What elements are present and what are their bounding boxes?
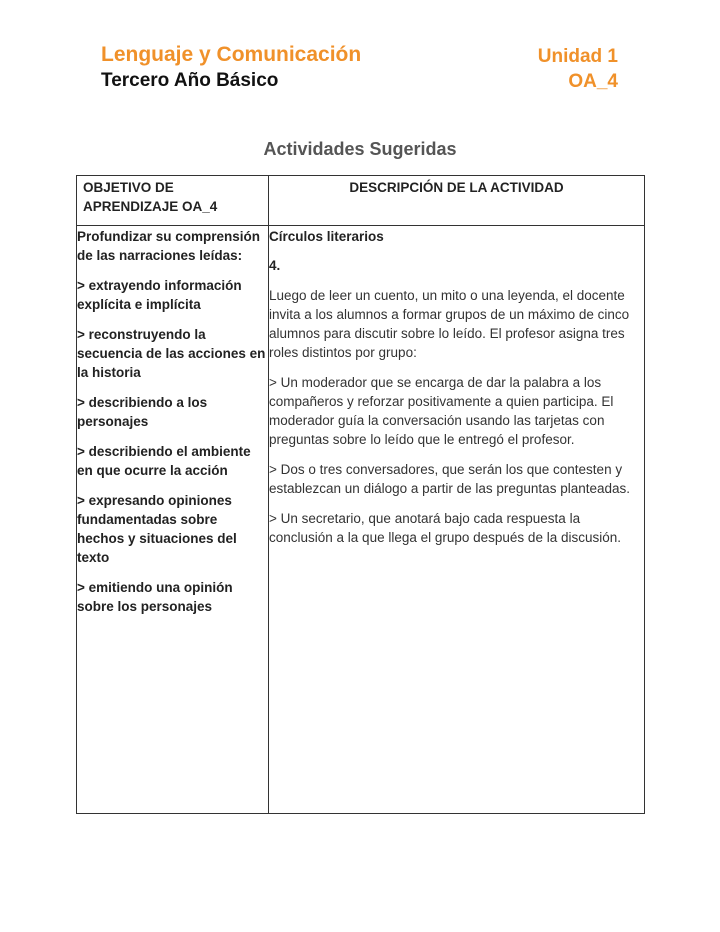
objective-item: > emitiendo una opinión sobre los personajes — [77, 580, 233, 614]
description-column-header: DESCRIPCIÓN DE LA ACTIVIDAD — [349, 180, 564, 195]
header-right — [538, 44, 618, 95]
objectives-cell — [77, 226, 269, 814]
activity-number: 4. — [269, 258, 281, 273]
objective-item: > reconstruyendo la secuencia de las acciones en la historia — [77, 327, 266, 380]
objective-column-header: OBJETIVO DE APRENDIZAJE OA_4 — [83, 180, 218, 214]
unit-label: Unidad 1 — [537, 46, 618, 67]
description-header-cell — [269, 176, 645, 226]
header-left — [101, 42, 361, 94]
activity-paragraph: > Un moderador que se encarga de dar la palabra a los compañeros y reforzar positivamente a quien participa. El moderador guía la conversación usando las tarjetas con preguntas sobre lo leído que le entregó el profesor. — [269, 375, 614, 447]
activity-paragraph: > Dos o tres conversadores, que serán los que contesten y establezcan un diálogo a partir de las preguntas planteadas. — [269, 462, 630, 496]
objective-intro: Profundizar su comprensión de las narraciones leídas: — [77, 229, 261, 263]
activity-title: Círculos literarios — [269, 229, 384, 244]
activity-table — [76, 175, 645, 814]
objective-item: > describiendo el ambiente en que ocurre la acción — [77, 444, 251, 478]
activity-paragraph: Luego de leer un cuento, un mito o una leyenda, el docente invita a los alumnos a formar grupos de un máximo de cinco alumnos para discutir sobre lo leído. El profesor asigna tres roles distintos por grupo: — [269, 288, 630, 360]
objective-item: > extrayendo información explícita e implícita — [77, 278, 242, 312]
activity-paragraph: > Un secretario, que anotará bajo cada respuesta la conclusión a la que llega el grupo después de la discusión. — [269, 511, 621, 545]
table-header-row — [77, 176, 645, 226]
description-cell — [269, 226, 645, 814]
table-row — [77, 226, 645, 814]
objective-header-cell — [77, 176, 269, 226]
subject-title: Lenguaje y Comunicación — [101, 43, 362, 66]
oa-label: OA_4 — [568, 71, 618, 92]
section-title: Actividades Sugeridas — [263, 139, 457, 159]
grade-title: Tercero Año Básico — [101, 70, 279, 91]
objective-item: > describiendo a los personajes — [77, 395, 208, 429]
objective-item: > expresando opiniones fundamentadas sobre hechos y situaciones del texto — [77, 493, 237, 565]
